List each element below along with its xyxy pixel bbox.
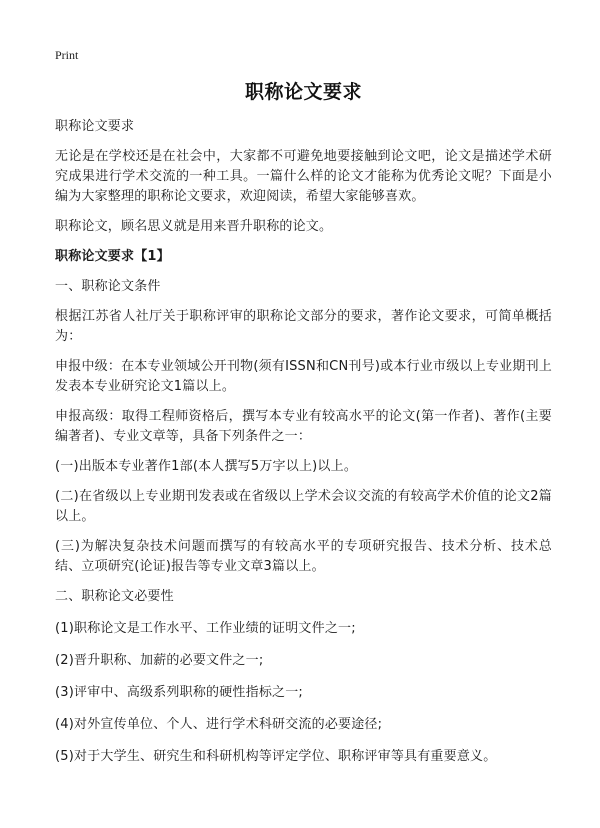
condition-item-2: (二)在省级以上专业期刊发表或在省级以上学术会议交流的有较高学术价值的论文2篇以上。 (55, 489, 552, 524)
conditions-summary-paragraph: 根据江苏省人社厅关于职称评审的职称论文部分的要求，著作论文要求，可简单概括为： (55, 309, 552, 344)
subsection-heading-conditions: 一、职称论文条件 (55, 279, 161, 294)
condition-item-1: (一)出版本专业著作1部(本人撰写5万字以上)以上。 (55, 459, 358, 474)
section-heading: 职称论文要求【1】 (55, 249, 170, 264)
definition-paragraph: 职称论文，顾名思义就是用来晋升职称的论文。 (55, 219, 333, 234)
necessity-item-3: (3)评审中、高级系列职称的硬性指标之一; (55, 685, 303, 700)
necessity-item-2: (2)晋升职称、加薪的必要文件之一; (55, 653, 264, 668)
intermediate-requirement-paragraph: 申报中级：在本专业领域公开刊物(须有ISSN和CN刊号)或本行业市级以上专业期刊上发表本专业研究论文1篇以上。 (55, 359, 552, 394)
necessity-item-4: (4)对外宣传单位、个人、进行学术科研交流的必要途径; (55, 717, 383, 732)
necessity-item-1: (1)职称论文是工作水平、工作业绩的证明文件之一; (55, 621, 356, 636)
subsection-heading-necessity: 二、职称论文必要性 (55, 589, 174, 604)
senior-requirement-paragraph: 申报高级：取得工程师资格后，撰写本专业有较高水平的论文(第一作者)、著作(主要编著者)、专业文章等，具备下列条件之一： (55, 409, 552, 444)
page-title: 职称论文要求 (244, 81, 362, 103)
condition-item-3: (三)为解决复杂技术问题而撰写的有较高水平的专项研究报告、技术分析、技术总结、立项研究(论证)报告等专业文章3篇以上。 (55, 539, 552, 574)
print-link[interactable]: Print (55, 48, 79, 62)
intro-paragraph: 无论是在学校还是在社会中，大家都不可避免地要接触到论文吧，论文是描述学术研究成果进行学术交流的一种工具。一篇什么样的论文才能称为优秀论文呢？下面是小编为大家整理的职称论文要求，欢迎阅读，希望大家能够喜欢。 (55, 149, 552, 204)
intro-label: 职称论文要求 (55, 119, 135, 134)
necessity-item-5: (5)对于大学生、研究生和科研机构等评定学位、职称评审等具有重要意义。 (55, 749, 497, 764)
